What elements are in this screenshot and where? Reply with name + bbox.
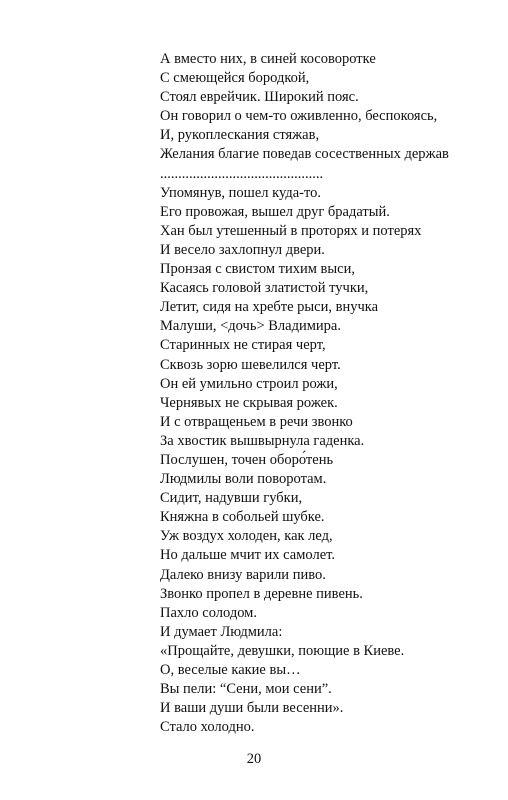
poem-line: О, веселые какие вы…: [160, 662, 301, 678]
poem-line: Вы пели: “Сени, мои сени”.: [160, 681, 332, 698]
poem-line: Послушен, точен оборо́тень: [160, 451, 334, 468]
poem-line: Упомянув, пошел куда-то.: [160, 184, 321, 201]
poem-line: И, рукоплескания стяжав,: [160, 127, 320, 144]
poem-line: Он говорил о чем-то оживленно, беспокоясь,: [160, 108, 438, 125]
poem-line: Сквозь зорю шевелился черт.: [160, 356, 341, 373]
poem-line: Звонко пропел в деревне пивень.: [160, 585, 363, 602]
poem-line: И весело захлопнул двери.: [160, 241, 325, 258]
poem-line: Далеко внизу варили пиво.: [160, 566, 326, 583]
poem-line: А вместо них, в синей косоворотке: [160, 51, 376, 67]
poem-line: И ваши души были весенни».: [160, 700, 344, 717]
poem-line: Стало холодно.: [160, 719, 255, 736]
poem-text: [160, 50, 480, 737]
poem-line: Желания благие поведав сосественных держав: [160, 146, 449, 163]
poem-line: Но дальше мчит их самолет.: [160, 547, 336, 564]
poem-line: Летит, сидя на хребте рыси, внучка: [160, 299, 379, 316]
poem-line: Старинных не стирая черт,: [160, 337, 326, 354]
poem-line: И с отвращеньем в речи звонко: [160, 413, 353, 430]
poem-line: Его провожая, вышел друг брадатый.: [160, 203, 390, 220]
poem-line: «Прощайте, девушки, поющие в Киеве.: [160, 642, 405, 659]
poem-line: Княжна в собольей шубке.: [160, 509, 325, 526]
poem-line: Чернявых не скрывая рожек.: [160, 394, 338, 411]
poem-line: Людмилы воли поворотам.: [160, 471, 327, 488]
poem-line: Стоял еврейчик. Широкий пояс.: [160, 89, 359, 106]
poem-line: Он ей умильно строил рожи,: [160, 375, 338, 392]
poem-line: За хвостик вышвырнула гаденка.: [160, 432, 365, 449]
poem-line: Касаясь головой златистой тучки,: [160, 280, 369, 297]
poem-line: Малуши, <дочь> Владимира.: [160, 318, 341, 335]
poem-line: Пахло солодом.: [160, 604, 257, 621]
page-number: 20: [246, 751, 262, 767]
poem-line: Сидит, надувши губки,: [160, 490, 303, 507]
poem-line: И думает Людмила:: [160, 623, 283, 640]
poem-line: Хан был утешенный в проторях и потерях: [160, 222, 422, 239]
poem-line: С смеющейся бородкой,: [160, 70, 310, 87]
poem-line: Пронзая с свистом тихим выси,: [160, 261, 355, 278]
poem-line: Уж воздух холоден, как лед,: [160, 528, 333, 545]
dotted-separator: .............................................: [160, 165, 324, 182]
